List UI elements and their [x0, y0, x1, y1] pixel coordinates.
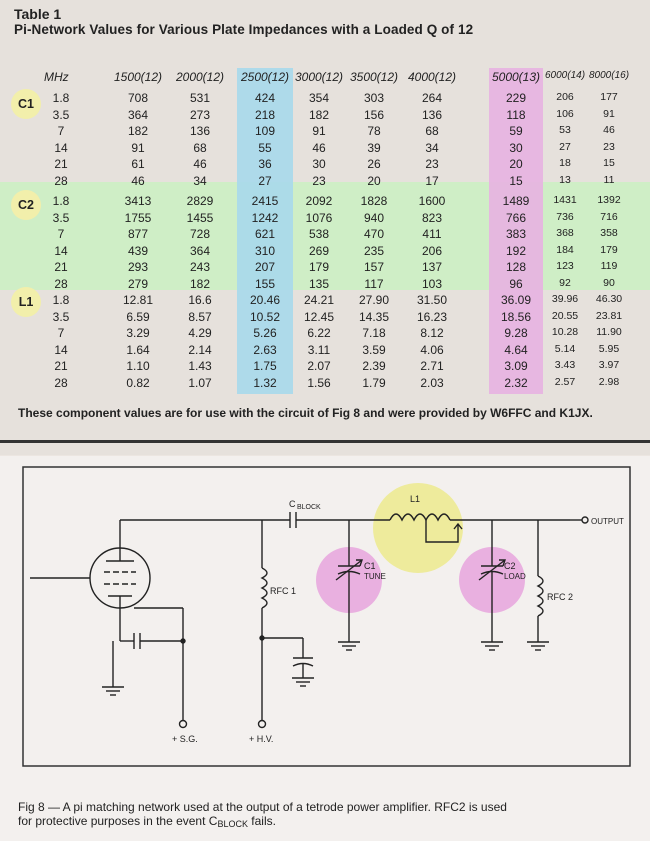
table-cell: 11	[603, 174, 615, 186]
column-header: 2500(12)	[240, 70, 290, 84]
mhz-cell: 28	[54, 376, 68, 390]
table-cell: 39	[367, 140, 381, 155]
table-cell: 46.30	[595, 293, 623, 305]
table-cell: 16.23	[416, 309, 448, 324]
table-cell: 2.39	[362, 359, 386, 374]
table-cell: 26	[367, 157, 381, 172]
mhz-cell: 7	[57, 326, 65, 341]
rfc1-label: RFC 1	[270, 586, 297, 596]
mhz-cell: 21	[54, 157, 68, 172]
table-cell: 68	[193, 140, 207, 155]
sg-label: + S.G.	[172, 734, 198, 744]
table-cell: 30	[312, 157, 326, 172]
column-header: 8000(16)	[589, 70, 630, 81]
table-cell: 119	[600, 260, 618, 273]
table-cell: 3.43	[554, 359, 576, 372]
table-cell: 12.45	[303, 309, 335, 324]
table-cell: 182	[127, 124, 149, 139]
table-cell: 23	[425, 157, 439, 172]
c1-badge: C1	[11, 89, 41, 119]
mhz-cell: 21	[54, 359, 68, 374]
table-cell: 17	[425, 174, 439, 188]
table-cell: 10.28	[551, 326, 579, 339]
table-cell: 303	[363, 91, 385, 105]
table-cell: 206	[421, 243, 443, 258]
table-cell: 55	[258, 140, 272, 155]
table-cell: 109	[254, 124, 276, 139]
pi-network-schematic	[22, 466, 632, 768]
table-cell: 61	[131, 157, 145, 172]
table-cell: 91	[603, 107, 615, 120]
table-cell: 27	[559, 140, 571, 153]
table-cell: 7.18	[362, 326, 386, 341]
table-cell: 358	[600, 227, 618, 240]
table-cell: 2.71	[420, 359, 444, 374]
table-cell: 157	[363, 260, 385, 275]
table-cell: 106	[556, 107, 574, 120]
column-header: 5000(13)	[491, 70, 541, 84]
mhz-cell: 14	[54, 243, 68, 258]
table-cell: 31.50	[416, 293, 448, 307]
table-cell: 27.90	[358, 293, 390, 307]
table-cell: 90	[603, 277, 615, 289]
table-cell: 823	[421, 210, 443, 225]
load-label: LOAD	[504, 572, 526, 581]
table-cell: 293	[127, 260, 149, 275]
table-cell: 235	[363, 243, 385, 258]
table-cell: 13	[559, 174, 571, 186]
mhz-cell: 1.8	[52, 91, 70, 105]
table-cell: 3413	[124, 194, 152, 208]
table-cell: 2.63	[253, 342, 277, 357]
table-title: Table 1	[14, 6, 62, 22]
caption-line-2: for protective purposes in the event C	[18, 814, 218, 828]
table-cell: 1.43	[188, 359, 212, 374]
table-cell: 137	[421, 260, 443, 275]
table-cell: 39.96	[551, 293, 579, 305]
table-cell: 91	[131, 140, 145, 155]
column-header: 2000(12)	[175, 70, 225, 84]
table-cell: 1.75	[253, 359, 277, 374]
table-cell: 4.29	[188, 326, 212, 341]
table-cell: 5.95	[598, 342, 620, 355]
table-cell: 2.57	[554, 376, 576, 388]
table-cell: 53	[559, 124, 571, 137]
table-cell: 5.26	[253, 326, 277, 341]
table-cell: 179	[600, 243, 618, 256]
table-cell: 1828	[360, 194, 388, 208]
table-cell: 6.59	[126, 309, 150, 324]
table-cell: 766	[505, 210, 527, 225]
table-cell: 12.81	[122, 293, 154, 307]
figure-caption	[18, 800, 638, 831]
table-cell: 708	[127, 91, 149, 105]
table-cell: 538	[308, 227, 330, 242]
column-header: 1500(12)	[113, 70, 163, 84]
table-cell: 424	[254, 91, 276, 105]
mhz-cell: 3.5	[52, 210, 70, 225]
table-cell: 177	[600, 91, 618, 103]
table-cell: 135	[308, 277, 330, 291]
table-cell: 92	[559, 277, 571, 289]
mhz-cell: 3.5	[52, 107, 70, 122]
table-cell: 18	[559, 157, 571, 170]
table-cell: 273	[189, 107, 211, 122]
table-cell: 11.90	[596, 326, 622, 339]
rfc2-label: RFC 2	[547, 592, 574, 602]
table-cell: 24.21	[303, 293, 335, 307]
table-cell: 5.14	[554, 342, 576, 355]
table-cell: 269	[308, 243, 330, 258]
cblock-sub-label: BLOCK	[297, 504, 321, 511]
table-cell: 3.97	[598, 359, 620, 372]
table-cell: 2415	[251, 194, 279, 208]
table-cell: 2092	[305, 194, 333, 208]
table-cell: 36.09	[500, 293, 532, 307]
table-cell: 103	[421, 277, 443, 291]
table-cell: 2.03	[420, 376, 444, 390]
table-cell: 23.81	[595, 309, 623, 322]
table-cell: 128	[505, 260, 527, 275]
table-cell: 1076	[305, 210, 333, 225]
table-cell: 15	[603, 157, 615, 170]
table-cell: 156	[363, 107, 385, 122]
table-cell: 877	[127, 227, 149, 242]
table-cell: 46	[193, 157, 207, 172]
table-cell: 136	[421, 107, 443, 122]
table-cell: 206	[556, 91, 574, 103]
rfc1-coil	[262, 568, 267, 608]
table-cell: 368	[556, 227, 574, 240]
table-cell: 46	[603, 124, 615, 137]
table-cell: 1.64	[126, 342, 150, 357]
table-cell: 27	[258, 174, 272, 188]
column-header: 3000(12)	[294, 70, 344, 84]
l1-label: L1	[410, 494, 421, 504]
table-cell: 16.6	[188, 293, 212, 307]
column-header: 6000(14)	[545, 70, 586, 81]
hv-label: + H.V.	[249, 734, 274, 744]
table-cell: 3.29	[126, 326, 150, 341]
table-cell: 46	[312, 140, 326, 155]
caption-line-1: Fig 8 — A pi matching network used at the output of a tetrode power amplifier. RFC2 is used	[18, 800, 507, 814]
table-cell: 184	[556, 243, 574, 256]
mhz-cell: 14	[54, 140, 68, 155]
page-divider	[0, 440, 650, 443]
table-cell: 3.59	[362, 342, 386, 357]
table-cell: 354	[308, 91, 330, 105]
output-label: OUTPUT	[591, 517, 624, 526]
table-cell: 123	[556, 260, 574, 273]
table-cell: 243	[189, 260, 211, 275]
table-cell: 136	[189, 124, 211, 139]
table-cell: 182	[189, 277, 211, 291]
table-cell: 91	[312, 124, 326, 139]
table-cell: 1489	[502, 194, 530, 208]
table-cell: 20	[367, 174, 381, 188]
c1-label: C1	[364, 561, 376, 571]
table-cell: 439	[127, 243, 149, 258]
mhz-cell: 14	[54, 342, 68, 357]
table-cell: 728	[189, 227, 211, 242]
table-cell: 46	[131, 174, 145, 188]
table-cell: 383	[505, 227, 527, 242]
table-cell: 182	[308, 107, 330, 122]
cblock-label: C	[289, 499, 296, 509]
table-cell: 1.32	[253, 376, 277, 390]
table-cell: 23	[603, 140, 615, 153]
tune-label: TUNE	[364, 572, 386, 581]
table-cell: 1600	[418, 194, 446, 208]
table-cell: 1755	[124, 210, 152, 225]
table-cell: 2.07	[307, 359, 331, 374]
mhz-cell: 28	[54, 174, 68, 188]
table-subtitle: Pi-Network Values for Various Plate Impedances with a Loaded Q of 12	[14, 22, 474, 37]
table-cell: 1.56	[307, 376, 331, 390]
mhz-header: MHz	[44, 70, 69, 84]
mhz-cell: 21	[54, 260, 68, 275]
table-cell: 364	[127, 107, 149, 122]
table-cell: 15	[509, 174, 523, 188]
table-cell: 621	[254, 227, 276, 242]
table-cell: 1.10	[126, 359, 150, 374]
table-cell: 9.28	[504, 326, 528, 341]
mhz-cell: 7	[57, 227, 65, 242]
table-cell: 192	[505, 243, 527, 258]
table-cell: 36	[258, 157, 272, 172]
table-cell: 14.35	[358, 309, 390, 324]
rfc2-coil	[538, 576, 543, 616]
c2-badge: C2	[11, 190, 41, 220]
table-cell: 3.11	[307, 342, 331, 357]
table-cell: 531	[189, 91, 211, 105]
table-cell: 0.82	[126, 376, 150, 390]
table-cell: 68	[425, 124, 439, 139]
table-cell: 716	[600, 210, 618, 223]
table-cell: 78	[367, 124, 381, 139]
table-cell: 117	[364, 277, 384, 291]
column-header: 3500(12)	[349, 70, 399, 84]
column-header: 4000(12)	[407, 70, 457, 84]
table-cell: 20.55	[551, 309, 579, 322]
table-cell: 264	[421, 91, 443, 105]
mhz-cell: 7	[57, 124, 65, 139]
table-cell: 20	[509, 157, 523, 172]
table-cell: 1.79	[362, 376, 386, 390]
table-cell: 2.32	[504, 376, 528, 390]
table-note: These component values are for use with the circuit of Fig 8 and were provided by W6FFC and K1JX.	[18, 406, 593, 420]
table-cell: 20.46	[249, 293, 281, 307]
table-cell: 470	[363, 227, 385, 242]
table-cell: 2.98	[598, 376, 620, 388]
table-cell: 34	[425, 140, 439, 155]
table-cell: 1392	[597, 194, 621, 206]
table-cell: 155	[254, 277, 276, 291]
table-cell: 30	[509, 140, 523, 155]
caption-line-2-end: fails.	[247, 814, 276, 828]
c2-label: C2	[504, 561, 516, 571]
table-cell: 940	[363, 210, 385, 225]
table-cell: 179	[308, 260, 330, 275]
table-cell: 6.22	[307, 326, 331, 341]
table-cell: 229	[505, 91, 527, 105]
table-cell: 736	[556, 210, 574, 223]
table-cell: 364	[189, 243, 211, 258]
table-cell: 59	[509, 124, 523, 139]
mhz-cell: 3.5	[52, 309, 70, 324]
table-cell: 4.64	[504, 342, 528, 357]
table-cell: 207	[254, 260, 276, 275]
mhz-cell: 28	[54, 277, 68, 291]
mhz-cell: 1.8	[52, 293, 70, 307]
table-cell: 2.14	[188, 342, 212, 357]
table-cell: 1455	[186, 210, 214, 225]
table-cell: 8.57	[188, 309, 212, 324]
table-cell: 411	[422, 227, 442, 242]
table-cell: 118	[506, 107, 526, 122]
table-cell: 1242	[251, 210, 279, 225]
table-cell: 218	[254, 107, 276, 122]
table-cell: 310	[254, 243, 276, 258]
table-cell: 2829	[186, 194, 214, 208]
table-cell: 10.52	[249, 309, 281, 324]
table-cell: 1.07	[188, 376, 212, 390]
table-cell: 18.56	[500, 309, 532, 324]
mhz-cell: 1.8	[52, 194, 70, 208]
table-cell: 279	[127, 277, 149, 291]
table-cell: 3.09	[504, 359, 528, 374]
table-cell: 23	[312, 174, 326, 188]
caption-subscript: BLOCK	[217, 819, 248, 829]
table-cell: 8.12	[420, 326, 444, 341]
table-cell: 1431	[553, 194, 577, 206]
table-cell: 4.06	[420, 342, 444, 357]
table-cell: 96	[509, 277, 523, 291]
l1-badge: L1	[11, 287, 41, 317]
table-cell: 34	[193, 174, 207, 188]
